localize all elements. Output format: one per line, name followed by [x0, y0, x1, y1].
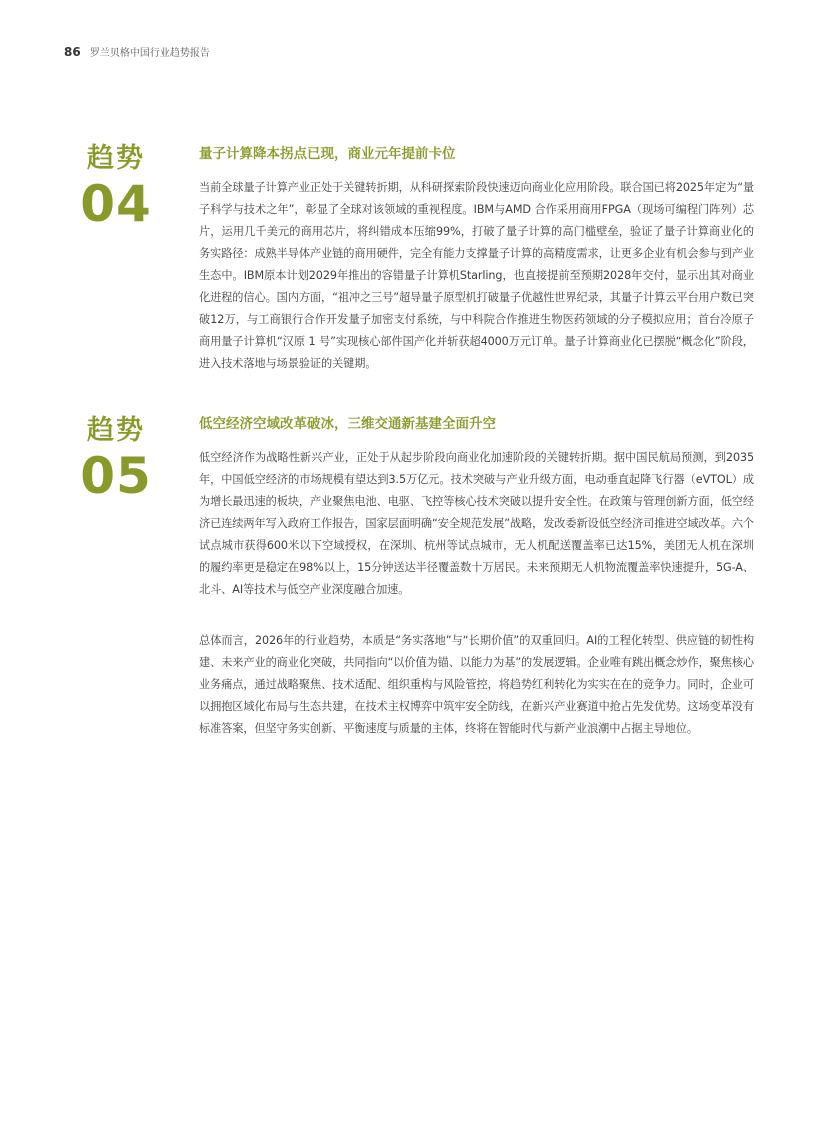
trend-05-section: [199, 415, 754, 601]
section-title: 低空经济空域改革破冰，三维交通新基建全面升空: [199, 416, 496, 432]
trend-04-section: [199, 145, 754, 375]
trend-number: 05: [80, 447, 152, 505]
trend-05-label: [64, 414, 168, 504]
trend-word: 趋势: [87, 143, 145, 174]
report-title: 罗兰贝格中国行业趋势报告: [89, 48, 210, 59]
trend-word: 趋势: [87, 415, 145, 446]
section-body: 当前全球量子计算产业正处于关键转折期，从科研探索阶段快速迈向商业化应用阶段。联合国已将2025年定为“量子科学与技术之年”，彰显了全球对该领域的重视程度。IBM与AMD 合作采用商用FPGA（现场可编程门阵列）芯片，运用几千美元的商用芯片，将纠错成本压缩99%，打破了量子计算的高门槛壁垒，验证了量子计算商业化的务实路径：成熟半导体产业链的商用硬件，完全有能力支撑量子计算的高精度需求，让更多企业有机会参与到产业生态中。IBM原本计划2029年推出的容错量子计算机Starling，也直接提前至预期2028年交付，显示出其对商业化进程的信心。国内方面，“祖冲之三号”超导量子原型机打破量子优越性世界纪录，其量子计算云平台用户数已突破12万，与工商银行合作开发量子加密支付系统，与中科院合作推进生物医药领域的分子模拟应用；首台冷原子商用量子计算机“汉原 1 号”实现核心部件国产化并斩获超4000万元订单。量子计算商业化已摆脱“概念化”阶段，进入技术落地与场景验证的关键期。: [199, 181, 754, 370]
page-number: 86: [64, 45, 81, 59]
trend-04-label: [64, 142, 168, 232]
summary-paragraph: 总体而言，2026年的行业趋势，本质是“务实落地”与“长期价值”的双重回归。AI的工程化转型、供应链的韧性构建、未来产业的商业化突破，共同指向“以价值为锚、以能力为基”的发展逻辑。企业唯有跳出概念炒作，聚焦核心业务痛点，通过战略聚焦、技术适配、组织重构与风险管控，将趋势红利转化为实实在在的竞争力。同时，企业可以拥抱区域化布局与生态共建，在技术主权博弈中筑牢安全防线，在新兴产业赛道中抢占先发优势。这场变革没有标准答案，但坚守务实创新、平衡速度与质量的主体，终将在智能时代与新产业浪潮中占据主导地位。: [199, 634, 754, 735]
summary-section: [199, 630, 754, 740]
trend-number: 04: [80, 175, 152, 233]
page-header: [64, 44, 210, 59]
section-title: 量子计算降本拐点已现，商业元年提前卡位: [199, 146, 456, 162]
section-body: 低空经济作为战略性新兴产业，正处于从起步阶段向商业化加速阶段的关键转折期。据中国民航局预测，到2035年，中国低空经济的市场规模有望达到3.5万亿元。技术突破与产业升级方面，电动垂直起降飞行器（eVTOL）成为增长最迅速的板块，产业聚焦电池、电驱、飞控等核心技术突破以提升安全性。在政策与管理创新方面，低空经济已连续两年写入政府工作报告，国家层面明确“安全规范发展”战略，发改委新设低空经济司推进空域改革。六个试点城市获得600米以下空域授权，在深圳、杭州等试点城市，无人机配送覆盖率已达15%，美团无人机在深圳的履约率更是稳定在98%以上，15分钟送达半径覆盖数十万居民。未来预期无人机物流覆盖率快速提升，5G-A、北斗、AI等技术与低空产业深度融合加速。: [199, 451, 754, 596]
